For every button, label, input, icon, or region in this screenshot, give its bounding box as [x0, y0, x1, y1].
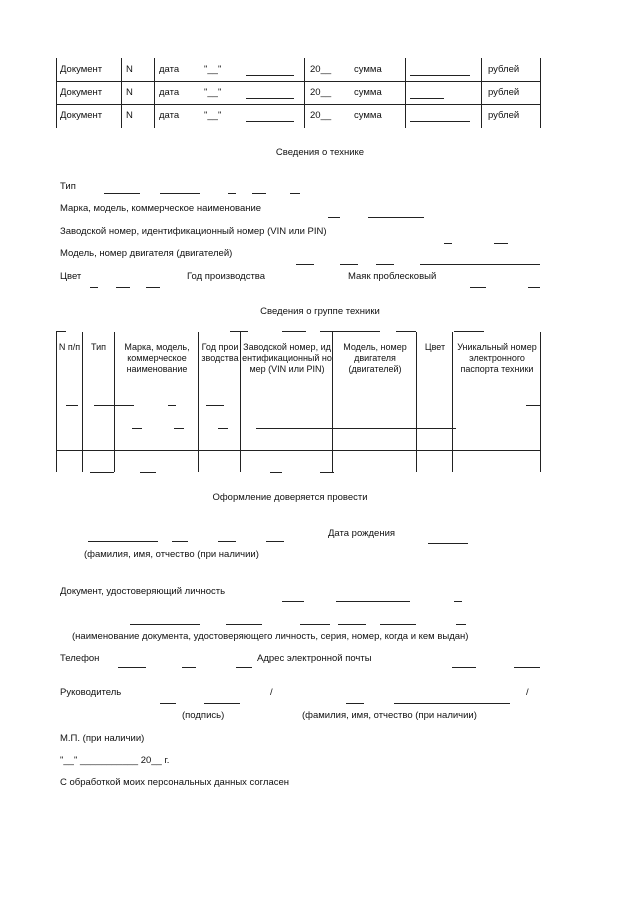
doc-day-field[interactable]: "__" [204, 64, 222, 75]
id-doc-field-9[interactable] [456, 624, 466, 625]
email-field-2[interactable] [514, 667, 540, 668]
section-title: Сведения о технике [275, 147, 365, 158]
table-border [405, 58, 406, 128]
stamp-label: М.П. (при наличии) [60, 733, 145, 744]
consent-text: С обработкой моих персональных данных согласен [60, 777, 290, 788]
id-doc-field-7[interactable] [338, 624, 366, 625]
type-field-3[interactable] [228, 193, 236, 194]
doc-year-field[interactable]: 20__ [310, 110, 332, 121]
serial-label: Заводской номер, идентификационный номер (VIN или PIN) [60, 226, 327, 237]
type-label: Тип [60, 181, 76, 192]
table-border [56, 104, 540, 105]
table-border [56, 331, 66, 332]
table-border [168, 405, 176, 406]
id-doc-field-4[interactable] [130, 624, 200, 625]
col-header-year: Год производства [201, 342, 239, 363]
doc-date-label: дата [159, 110, 180, 121]
email-label: Адрес электронной почты [257, 653, 372, 664]
slash-separator: / [270, 687, 273, 698]
table-border [240, 332, 241, 472]
table-border [540, 58, 541, 128]
doc-label: Документ [60, 110, 103, 121]
id-doc-field-5[interactable] [226, 624, 262, 625]
name-field[interactable] [88, 541, 158, 542]
type-field-5[interactable] [290, 193, 300, 194]
table-border [282, 331, 306, 332]
year-label: Год производства [187, 271, 266, 282]
engine-field-4[interactable] [420, 264, 540, 265]
doc-month-field[interactable] [246, 98, 294, 99]
phone-label: Телефон [60, 653, 100, 664]
doc-number-label: N [126, 87, 133, 98]
table-border [218, 428, 228, 429]
col-header-serial: Заводской номер, идентификационный номер (VIN или PIN) [242, 342, 332, 374]
signature-field[interactable] [160, 703, 176, 704]
doc-sum-label: сумма [354, 87, 382, 98]
serial-field[interactable] [444, 243, 452, 244]
slash-separator: / [526, 687, 529, 698]
id-doc-field[interactable] [282, 601, 304, 602]
signature-field-2[interactable] [204, 703, 240, 704]
doc-label: Документ [60, 64, 103, 75]
doc-number-label: N [126, 110, 133, 121]
type-field[interactable] [104, 193, 140, 194]
doc-currency-label: рублей [488, 110, 520, 121]
table-border [270, 472, 282, 473]
email-field[interactable] [452, 667, 476, 668]
engine-field-3[interactable] [376, 264, 394, 265]
table-border [132, 428, 142, 429]
type-field-4[interactable] [252, 193, 266, 194]
doc-label: Документ [60, 87, 103, 98]
engine-label: Модель, номер двигателя (двигателей) [60, 248, 233, 259]
head-name-field[interactable] [346, 703, 364, 704]
color-field[interactable] [90, 287, 98, 288]
doc-month-field[interactable] [246, 121, 294, 122]
table-border [452, 332, 453, 472]
table-border [94, 405, 134, 406]
doc-currency-label: рублей [488, 87, 520, 98]
doc-sum-field[interactable] [410, 75, 470, 76]
col-header-brand: Марка, модель, коммерческое наименование [124, 342, 190, 374]
table-border [396, 331, 416, 332]
col-header-engine: Модель, номер двигателя (двигателей) [343, 342, 407, 374]
table-border [82, 332, 83, 472]
signature-hint: (подпись) [182, 710, 225, 721]
beacon-field[interactable] [470, 287, 486, 288]
doc-day-field[interactable]: "__" [204, 110, 222, 121]
doc-date-label: дата [159, 87, 180, 98]
doc-year-field[interactable]: 20__ [310, 87, 332, 98]
doc-date-label: дата [159, 64, 180, 75]
table-border [454, 331, 484, 332]
brand-label: Марка, модель, коммерческое наименование [60, 203, 262, 214]
table-border [320, 331, 380, 332]
table-border [154, 58, 155, 128]
col-header-number: N п/п [58, 342, 81, 352]
doc-sum-field[interactable] [410, 121, 470, 122]
table-border [66, 405, 78, 406]
table-border [114, 332, 115, 472]
col-header-type: Тип [90, 342, 106, 352]
col-header-color: Цвет [424, 342, 446, 352]
brand-field-2[interactable] [368, 217, 424, 218]
doc-sum-field[interactable] [410, 98, 444, 99]
head-label: Руководитель [60, 687, 122, 698]
table-border [320, 472, 334, 473]
color-field-2[interactable] [116, 287, 130, 288]
doc-number-label: N [126, 64, 133, 75]
head-name-field-2[interactable] [394, 703, 510, 704]
table-border [416, 332, 417, 472]
doc-day-field[interactable]: "__" [204, 87, 222, 98]
beacon-field-2[interactable] [528, 287, 540, 288]
doc-month-field[interactable] [246, 75, 294, 76]
type-field-2[interactable] [160, 193, 200, 194]
table-border [540, 332, 541, 472]
phone-field-2[interactable] [182, 667, 196, 668]
table-border [198, 332, 199, 472]
date-line[interactable]: "__" ___________ 20__ г. [60, 755, 170, 766]
id-doc-field-8[interactable] [380, 624, 416, 625]
name-field-2[interactable] [172, 541, 188, 542]
id-doc-field-3[interactable] [454, 601, 462, 602]
col-header-passport: Уникальный номер электронного паспорта техники [457, 342, 537, 374]
doc-currency-label: рублей [488, 64, 520, 75]
table-border [206, 405, 224, 406]
id-doc-hint: (наименование документа, удостоверяющего личность, серия, номер, когда и кем выдан) [72, 631, 469, 642]
table-border [332, 332, 333, 472]
table-border [304, 58, 305, 128]
brand-field[interactable] [328, 217, 340, 218]
engine-field[interactable] [296, 264, 314, 265]
serial-field-2[interactable] [494, 243, 508, 244]
birthdate-label: Дата рождения [328, 528, 396, 539]
doc-sum-label: сумма [354, 110, 382, 121]
table-border [526, 405, 540, 406]
doc-year-field[interactable]: 20__ [310, 64, 332, 75]
doc-sum-label: сумма [354, 64, 382, 75]
phone-field[interactable] [118, 667, 146, 668]
section-title: Оформление доверяется провести [212, 492, 368, 503]
table-border [56, 58, 57, 128]
table-border [481, 58, 482, 128]
color-field-3[interactable] [146, 287, 160, 288]
table-border [256, 428, 456, 429]
table-border [56, 81, 540, 82]
table-border [140, 472, 156, 473]
name-field-4[interactable] [266, 541, 284, 542]
table-border [90, 472, 114, 473]
table-border [230, 331, 248, 332]
id-doc-field-2[interactable] [336, 601, 410, 602]
beacon-label: Маяк проблесковый [348, 271, 437, 282]
engine-field-2[interactable] [340, 264, 358, 265]
birthdate-field[interactable] [428, 543, 468, 544]
name-field-3[interactable] [218, 541, 236, 542]
fio-hint: (фамилия, имя, отчество (при наличии) [84, 549, 259, 560]
id-doc-field-6[interactable] [300, 624, 330, 625]
table-border [56, 450, 540, 451]
id-doc-label: Документ, удостоверяющий личность [60, 586, 226, 597]
head-name-hint: (фамилия, имя, отчество (при наличии) [302, 710, 477, 721]
table-border [174, 428, 184, 429]
table-border [56, 332, 57, 472]
table-border [121, 58, 122, 128]
section-title: Сведения о группе техники [260, 306, 380, 317]
color-label: Цвет [60, 271, 82, 282]
phone-field-3[interactable] [236, 667, 252, 668]
